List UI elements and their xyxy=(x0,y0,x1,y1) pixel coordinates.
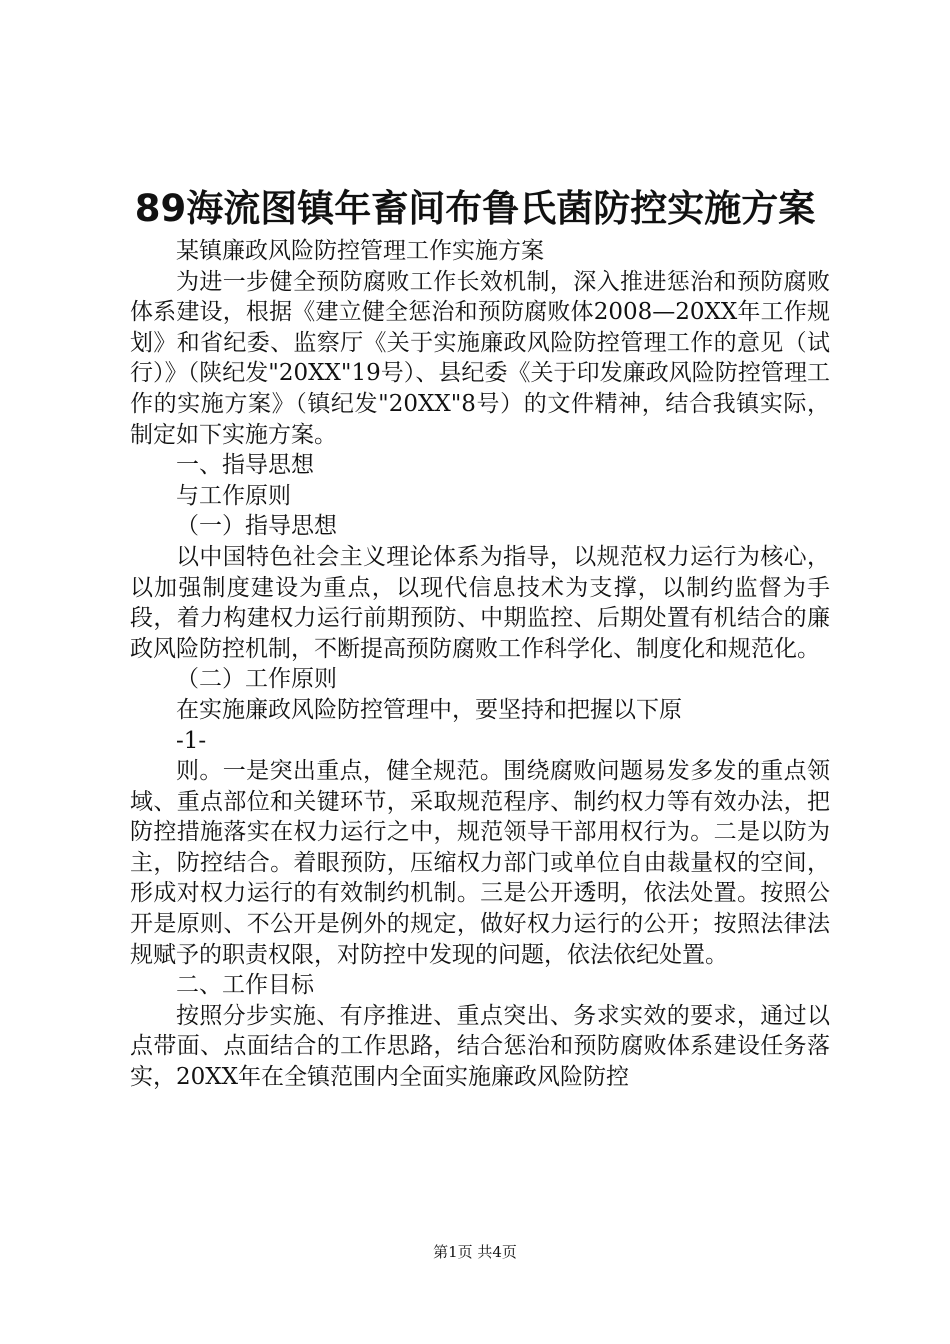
heading-guiding-thought: 一、指导思想 xyxy=(176,452,314,479)
heading-work-principles: 与工作原则 xyxy=(176,482,291,509)
page-footer: 第1页 共4页 xyxy=(433,1243,517,1261)
paragraph-intro: 为进一步健全预防腐败工作长效机制，深入推进惩治和预防腐败体系建设，根据《建立健全惩治和预防腐败体2008—20XX年工作规划》和省纪委、监察厅《关于实施廉政风险防控管理工作的意见（试行）》（陕纪发"20XX"19号）、县纪委《关于印发廉政风险防控管理工作的实施方案》（镇纪发"20XX"8号）的文件精神，结合我镇实际，制定如下实施方案。 xyxy=(130,268,830,448)
paragraph-principles: 则。一是突出重点，健全规范。围绕腐败问题易发多发的重点领域、重点部位和关键环节，采取规范程序、制约权力等有效办法，把防控措施落实在权力运行之中，规范领导干部用权行为。二是以防为主，防控结合。着眼预防，压缩权力部门或单位自由裁量权的空间，形成对权力运行的有效制约机制。三是公开透明，依法处置。按照公开是原则、不公开是例外的规定，做好权力运行的公开；按照法律法规赋予的职责权限，对防控中发现的问题，依法依纪处置。 xyxy=(130,758,830,968)
inline-page-number: -1- xyxy=(176,727,207,754)
heading-work-goals: 二、工作目标 xyxy=(176,972,314,999)
paragraph-guiding-thought: 以中国特色社会主义理论体系为指导，以规范权力运行为核心，以加强制度建设为重点，以现代信息技术为支撑，以制约监督为手段，着力构建权力运行前期预防、中期监控、后期处置有机结合的廉政风险防控机制，不断提高预防腐败工作科学化、制度化和规范化。 xyxy=(130,543,830,662)
subheading-work-principles: （二）工作原则 xyxy=(176,666,337,693)
paragraph-subtitle: 某镇廉政风险防控管理工作实施方案 xyxy=(176,238,544,264)
subheading-guiding-thought: （一）指导思想 xyxy=(176,513,337,540)
paragraph-work-goals: 按照分步实施、有序推进、重点突出、务求实效的要求，通过以点带面、点面结合的工作思路，结合惩治和预防腐败体系建设任务落实，20XX年在全镇范围内全面实施廉政风险防控 xyxy=(130,1002,830,1091)
document-title: 89海流图镇年畜间布鲁氏菌防控实施方案 xyxy=(134,187,816,230)
paragraph-principles-lead: 在实施廉政风险防控管理中，要坚持和把握以下原 xyxy=(176,696,682,723)
document-body xyxy=(130,236,830,1093)
